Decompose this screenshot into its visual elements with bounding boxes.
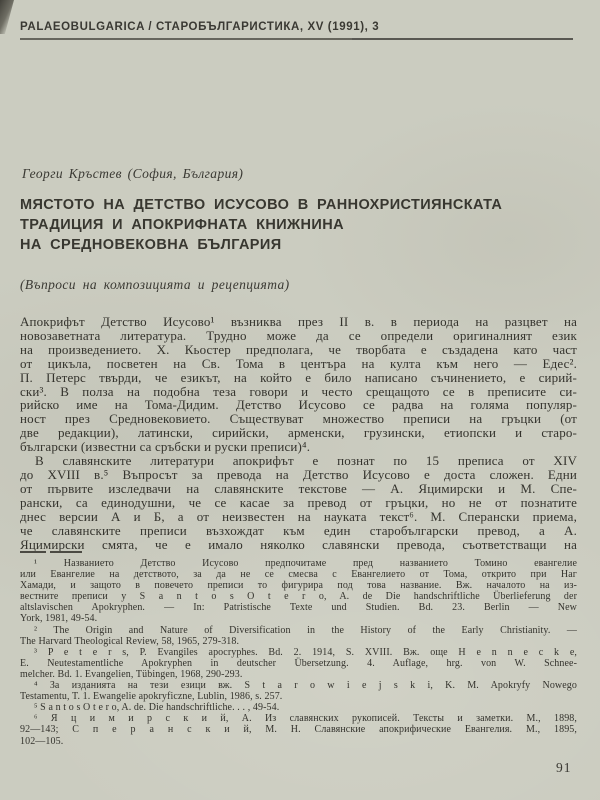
body-line: новозаветната литература. Трудно може да се определи оригиналният език [20, 327, 577, 343]
body-line: днес версии А и Б, а от неизвестен на науката текст⁶. М. Сперански приема, [20, 508, 577, 524]
body-line: български (известни са сръбски и руски преписи)⁴. [20, 439, 311, 455]
body-line: две редакции), латински, сирийски, арменски, грузински, етиопски и старо- [20, 425, 577, 441]
footnote-1-line: Хамади, и защото в повечето преписи то фигурира под това название. Вж. началото на из- [20, 580, 577, 592]
body-line: рански, са единодушни, че се касае за превод от гръцки, но не от познатите [20, 494, 577, 510]
title-line-1: МЯСТОТО НА ДЕТСТВО ИСУСОВО В РАННОХРИСТИЯНСКАТА [20, 197, 503, 213]
footnote-1-line: вестните преписи у S a n t o s O t e r o, A. de Die handschriftliche Überlieferung der [20, 591, 577, 603]
article-title [20, 195, 502, 255]
footnote-4-line: Testamentu, T. 1. Ewangelie apokryficzne, Lublin, 1986, s. 257. [20, 691, 283, 703]
scan-corner-shadow [0, 0, 14, 34]
article-subtitle: (Въпроси на композицията и рецепцията) [20, 277, 290, 292]
footnote-4-line: ⁴ За изданията на тези езици вж. S t a r o w i e j s k i, K. M. Apokryfy Nowego [34, 680, 577, 692]
body-line: на произведението. Х. Кьостер предполага, че творбата е създадена като част [20, 341, 577, 357]
footnote-3-line: ³ P e t e r s, P. Evangiles apocryphes. Bd. 2. 1914, S. XVIII. Вж. още H e n n e c k e, [34, 646, 577, 658]
author-line: Георги Кръстев (София, България) [22, 166, 244, 181]
footnote-6-line: ⁶ Я ц и м и р с к и й, А. Из славянских рукописей. Тексты и заметки. М., 1898, [34, 713, 577, 725]
body-line: че славянските преписи възхождат към един старобългарски превод, а А. [20, 522, 577, 538]
body-line: В славянските литератури апокрифът е познат по 15 преписа от XIV [35, 453, 577, 469]
footnote-6-line: 102—105. [20, 735, 64, 747]
article-body [20, 315, 577, 551]
footnote-1-line: altslavischen Apokryphen. — In: Patristische Texte und Studien. Bd. 23. Berlin — New [20, 602, 577, 614]
footnotes [20, 558, 577, 747]
body-line: от цикъла, посветен на Св. Тома в центъра на култа към него — Едес². [20, 355, 577, 371]
journal-header [20, 21, 573, 40]
journal-title: PALAEOBULGARICA / СТАРОБЪЛГАРИСТИКА, XV (1991), 3 [20, 21, 380, 33]
body-line: рийско име на Тома-Дидим. Детство Исусово се радва на голяма популяр- [20, 397, 577, 413]
body-line: ност през Средновековието. Съществуват множество преписи на гръцки (от [20, 411, 577, 427]
title-line-2: ТРАДИЦИЯ И АПОКРИФНАТА КНИЖНИНА [20, 217, 344, 233]
footnote-1-line: или Евангелие на детството, за да не се смесва с Евангелието от Тома, открито при Наг [20, 569, 577, 581]
body-line: ски³. В полза на подобна теза говори и често срещащото се в преписите си- [20, 383, 577, 399]
body-line: до XVIII в.⁵ Въпросът за превода на Детство Исусово е доста сложен. Едни [20, 466, 577, 482]
body-line: Яцимирски смята, че е имало няколко славянски превода, съответстващи на [20, 536, 577, 552]
footnote-5-line: ⁵ S a n t o s O t e r o, A. de. Die handschriftliche. . . , 49-54. [34, 702, 280, 714]
header-rule [20, 38, 573, 40]
body-line: от първите изследвачи на славянските текстове — А. Яцимирски и М. Спе- [20, 480, 577, 496]
footnote-3-line: E. Neutestamentliche Apokryphen in deutscher Übersetzung. 4. Auflage, hrg. von W. Schnee- [20, 657, 577, 669]
footnote-3-line: melcher. Bd. 1. Evangelien, Tübingen, 1968, 290-293. [20, 668, 243, 680]
page-number: 91 [556, 760, 572, 775]
footnote-1-line: ¹ Названието Детство Исусово предпочитаме пред названието Томино евангелие [34, 558, 577, 569]
footnote-2-line: ² The Origin and Nature of Diversification in the History of the Early Christianity. — [34, 624, 577, 636]
body-line: П. Петерс твърди, че езикът, на който е било написано съчинението, е сирий- [20, 369, 577, 385]
footnote-separator [20, 551, 82, 553]
footnote-2-line: The Harvard Theological Review, 58, 1965, 279-318. [20, 635, 240, 647]
footnote-1-line: York, 1981, 49-54. [20, 613, 98, 625]
body-line: Апокрифът Детство Исусово¹ възниква през II в. в периода на разцвет на [20, 314, 577, 329]
title-line-3: НА СРЕДНОВЕКОВНА БЪЛГАРИЯ [20, 237, 282, 253]
footnote-6-line: 92—143; С п е р а н с к и й, М. Н. Славянские апокрифические Евангелия. М., 1895, [20, 724, 577, 736]
